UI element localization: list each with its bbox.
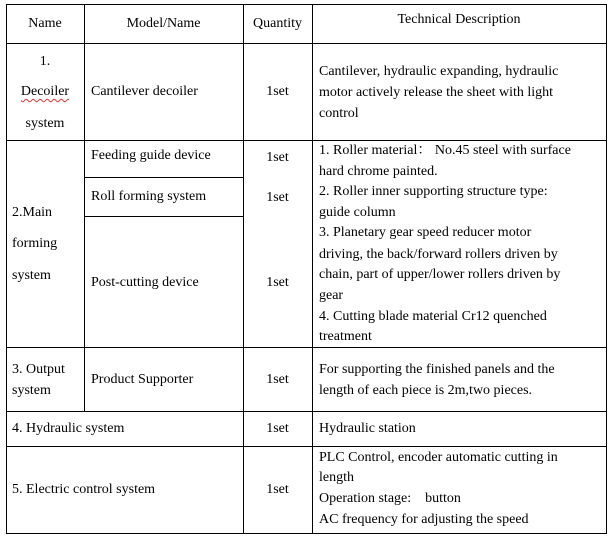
row-name-line: system	[25, 116, 65, 131]
table-border-top	[6, 4, 607, 5]
description-line: Cantilever, hydraulic expanding, hydraulic	[319, 64, 559, 79]
table-border-right	[606, 4, 607, 534]
description-line: length	[319, 470, 354, 485]
quantity-cell: 1set	[266, 372, 289, 387]
row-name-line: 2.Main	[12, 205, 53, 220]
col-divider-name	[84, 4, 85, 411]
description-line: 1. Roller material： No.45 steel with surface	[319, 143, 571, 158]
model-cell-roll-forming: Roll forming system	[91, 189, 207, 204]
row-divider	[6, 411, 607, 412]
row-name-line: Decoiler	[20, 84, 70, 99]
description-line: PLC Control, encoder automatic cutting in	[319, 450, 558, 465]
header-description: Technical Description	[397, 12, 521, 27]
table-border-bottom	[6, 533, 607, 534]
row-divider	[6, 347, 607, 348]
header-quantity: Quantity	[253, 16, 302, 31]
row-name-line: forming	[12, 236, 58, 251]
description-line: For supporting the finished panels and the	[319, 362, 555, 377]
col-divider-quantity	[312, 4, 313, 534]
description-line: 3. Planetary gear speed reducer motor	[319, 225, 532, 240]
description-line: control	[319, 106, 359, 121]
description-line: gear	[319, 288, 344, 303]
model-cell-post-cutting: Post-cutting device	[91, 275, 199, 290]
row-name-line: 1.	[39, 54, 51, 69]
description-line: length of each piece is 2m,two pieces.	[319, 383, 533, 398]
sub-row-divider	[84, 177, 244, 178]
model-cell-product-supporter: Product Supporter	[91, 372, 194, 387]
model-cell	[91, 81, 198, 102]
quantity-cell: 1set	[266, 482, 289, 497]
description-line: guide column	[319, 205, 396, 220]
row-name-electric: 5. Electric control system	[12, 482, 156, 497]
quantity-cell: 1set	[266, 421, 289, 436]
header-model: Model/Name	[126, 16, 201, 31]
description-line: 2. Roller inner supporting structure type:	[319, 184, 548, 199]
sub-row-divider	[84, 216, 244, 217]
row-name-line: 3. Output	[12, 362, 65, 377]
description-line: 4. Cutting blade material Cr12 quenched	[319, 309, 547, 324]
description-line: motor actively release the sheet with light	[319, 85, 554, 100]
quantity-cell: 1set	[266, 275, 289, 290]
description-line: hard chrome painted.	[319, 164, 438, 179]
description-line: Operation stage: button	[319, 491, 461, 506]
description-line: driving, the back/forward rollers driven by	[319, 247, 558, 262]
row-name-hydraulic: 4. Hydraulic system	[12, 421, 125, 436]
row-name-line: system	[12, 383, 51, 398]
quantity-cell: 1set	[266, 190, 289, 205]
description-line: AC frequency for adjusting the speed	[319, 512, 529, 527]
model-cell-feeding: Feeding guide device	[91, 148, 211, 163]
row-divider	[6, 43, 607, 44]
model-text-cantilever: Cantilever decoiler	[91, 84, 198, 99]
description-line: Hydraulic station	[319, 421, 416, 436]
description-line: treatment	[319, 329, 372, 344]
description-line: chain, part of upper/lower rollers driven by	[319, 267, 561, 282]
quantity-cell: 1set	[266, 150, 289, 165]
row-name-line: system	[12, 268, 51, 283]
header-name: Name	[28, 16, 62, 31]
quantity-cell: 1set	[266, 84, 289, 99]
